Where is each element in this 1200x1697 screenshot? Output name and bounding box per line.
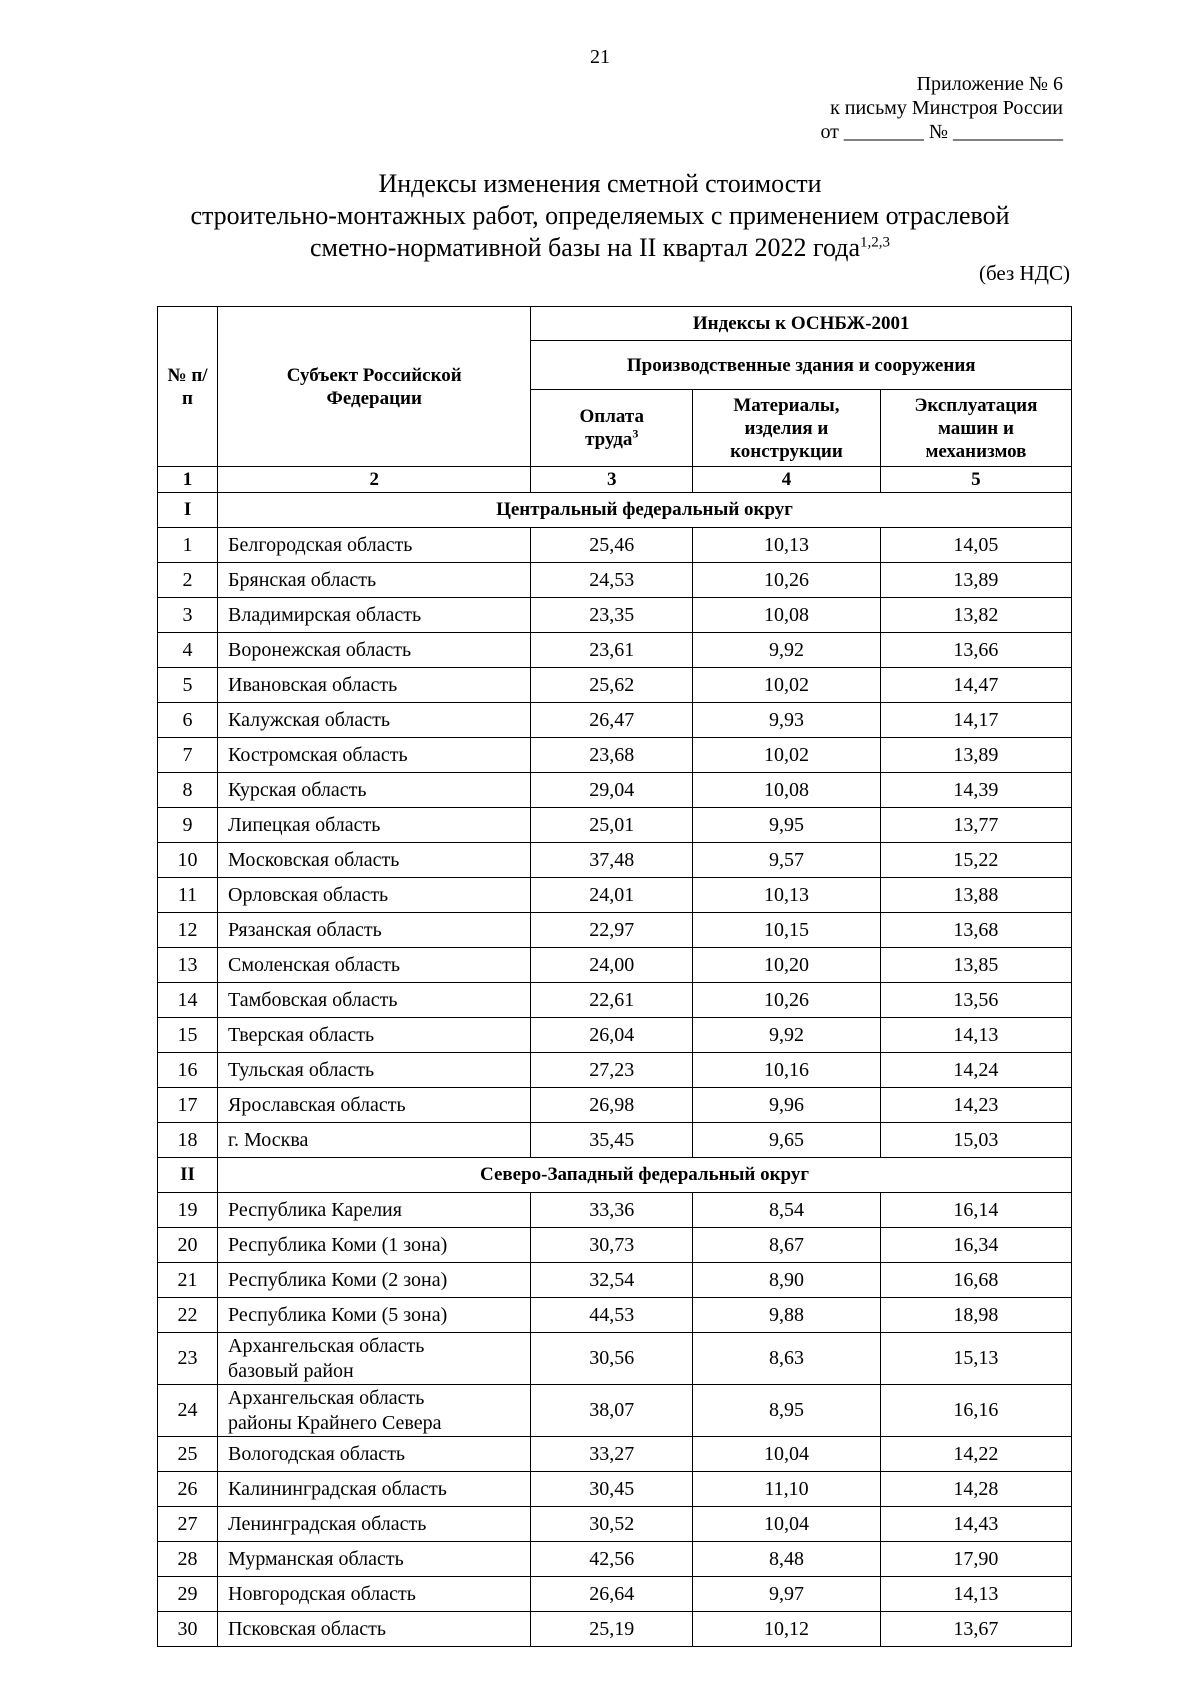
row-number: 25 bbox=[158, 1437, 218, 1472]
materials-index: 9,92 bbox=[693, 633, 881, 668]
subject-name bbox=[218, 1385, 531, 1437]
appendix-line-2: к письму Минстроя России bbox=[830, 97, 1063, 119]
row-number: 6 bbox=[158, 703, 218, 738]
subject-name: Ленинградская область bbox=[218, 1507, 531, 1542]
row-number: 1 bbox=[158, 528, 218, 563]
table-row bbox=[158, 983, 1072, 1018]
labor-index: 25,01 bbox=[531, 808, 693, 843]
table-row bbox=[158, 1123, 1072, 1158]
machines-index: 14,13 bbox=[880, 1018, 1071, 1053]
title-line-2: строительно-монтажных работ, определяемых с применением отраслевой bbox=[190, 201, 1010, 230]
table-row bbox=[158, 738, 1072, 773]
subject-name: Вологодская область bbox=[218, 1437, 531, 1472]
labor-index: 25,19 bbox=[531, 1612, 693, 1647]
materials-index: 10,26 bbox=[693, 563, 881, 598]
materials-index: 8,67 bbox=[693, 1228, 881, 1263]
labor-index: 22,61 bbox=[531, 983, 693, 1018]
materials-index: 10,02 bbox=[693, 738, 881, 773]
section-row bbox=[158, 1158, 1072, 1193]
section-name: Центральный федеральный округ bbox=[218, 493, 1072, 528]
row-number: 15 bbox=[158, 1018, 218, 1053]
section-roman: II bbox=[158, 1158, 218, 1193]
machines-index: 13,68 bbox=[880, 913, 1071, 948]
row-number: 17 bbox=[158, 1088, 218, 1123]
materials-index: 9,97 bbox=[693, 1577, 881, 1612]
materials-index: 8,95 bbox=[693, 1385, 881, 1437]
row-number: 13 bbox=[158, 948, 218, 983]
row-number: 18 bbox=[158, 1123, 218, 1158]
labor-index: 27,23 bbox=[531, 1053, 693, 1088]
machines-index: 13,67 bbox=[880, 1612, 1071, 1647]
subject-name: Орловская область bbox=[218, 878, 531, 913]
materials-index: 9,92 bbox=[693, 1018, 881, 1053]
labor-index: 33,36 bbox=[531, 1193, 693, 1228]
subject-name: г. Москва bbox=[218, 1123, 531, 1158]
machines-index: 13,82 bbox=[880, 598, 1071, 633]
row-number: 29 bbox=[158, 1577, 218, 1612]
labor-index: 30,73 bbox=[531, 1228, 693, 1263]
appendix-line-1: Приложение № 6 bbox=[916, 73, 1063, 95]
table-row bbox=[158, 1333, 1072, 1385]
table-row bbox=[158, 1018, 1072, 1053]
table-row bbox=[158, 598, 1072, 633]
page-number: 21 bbox=[590, 46, 610, 68]
header-subject: Субъект Российской Федерации bbox=[218, 307, 531, 467]
labor-index: 44,53 bbox=[531, 1298, 693, 1333]
labor-index: 32,54 bbox=[531, 1263, 693, 1298]
machines-index: 13,66 bbox=[880, 633, 1071, 668]
labor-index: 38,07 bbox=[531, 1385, 693, 1437]
materials-index: 9,96 bbox=[693, 1088, 881, 1123]
row-number: 12 bbox=[158, 913, 218, 948]
subject-name: Республика Карелия bbox=[218, 1193, 531, 1228]
machines-index: 13,77 bbox=[880, 808, 1071, 843]
table-row bbox=[158, 668, 1072, 703]
table-row bbox=[158, 1507, 1072, 1542]
column-number: 3 bbox=[531, 467, 693, 493]
machines-index: 14,39 bbox=[880, 773, 1071, 808]
labor-index: 26,04 bbox=[531, 1018, 693, 1053]
labor-index: 23,35 bbox=[531, 598, 693, 633]
header-labor-ref: 3 bbox=[632, 426, 639, 441]
row-number: 3 bbox=[158, 598, 218, 633]
row-number: 20 bbox=[158, 1228, 218, 1263]
subject-name-line-1: Архангельская область bbox=[228, 1334, 425, 1357]
row-number: 26 bbox=[158, 1472, 218, 1507]
subject-name: Воронежская область bbox=[218, 633, 531, 668]
appendix-header bbox=[820, 72, 1063, 144]
materials-index: 10,26 bbox=[693, 983, 881, 1018]
labor-index: 24,53 bbox=[531, 563, 693, 598]
header-machines: Эксплуатация машин и механизмов bbox=[880, 390, 1071, 467]
labor-index: 30,45 bbox=[531, 1472, 693, 1507]
materials-index: 9,57 bbox=[693, 843, 881, 878]
row-number: 9 bbox=[158, 808, 218, 843]
materials-index: 10,12 bbox=[693, 1612, 881, 1647]
labor-index: 30,52 bbox=[531, 1507, 693, 1542]
row-number: 10 bbox=[158, 843, 218, 878]
materials-index: 10,02 bbox=[693, 668, 881, 703]
row-number: 7 bbox=[158, 738, 218, 773]
subject-name: Тульская область bbox=[218, 1053, 531, 1088]
table-row bbox=[158, 878, 1072, 913]
materials-index: 10,15 bbox=[693, 913, 881, 948]
header-labor-text: Оплата труда bbox=[579, 406, 644, 450]
materials-index: 8,54 bbox=[693, 1193, 881, 1228]
row-number: 30 bbox=[158, 1612, 218, 1647]
row-number: 23 bbox=[158, 1333, 218, 1385]
machines-index: 16,16 bbox=[880, 1385, 1071, 1437]
title-line-3 bbox=[0, 232, 1200, 264]
machines-index: 15,13 bbox=[880, 1333, 1071, 1385]
subject-name: Рязанская область bbox=[218, 913, 531, 948]
machines-index: 15,03 bbox=[880, 1123, 1071, 1158]
header-group: Индексы к ОСНБЖ-2001 bbox=[531, 307, 1072, 341]
table-row bbox=[158, 1472, 1072, 1507]
subject-name: Мурманская область bbox=[218, 1542, 531, 1577]
table-row bbox=[158, 1263, 1072, 1298]
materials-index: 8,63 bbox=[693, 1333, 881, 1385]
table-row bbox=[158, 1193, 1072, 1228]
row-number: 24 bbox=[158, 1385, 218, 1437]
materials-index: 10,16 bbox=[693, 1053, 881, 1088]
machines-index: 16,68 bbox=[880, 1263, 1071, 1298]
machines-index: 15,22 bbox=[880, 843, 1071, 878]
vat-note: (без НДС) bbox=[978, 261, 1070, 285]
labor-index: 22,97 bbox=[531, 913, 693, 948]
subject-name: Республика Коми (5 зона) bbox=[218, 1298, 531, 1333]
table-row bbox=[158, 1053, 1072, 1088]
appendix-line-3: от ________ № ___________ bbox=[820, 121, 1063, 143]
table-row bbox=[158, 1577, 1072, 1612]
table-row bbox=[158, 528, 1072, 563]
materials-index: 8,90 bbox=[693, 1263, 881, 1298]
subject-name bbox=[218, 1333, 531, 1385]
row-number: 28 bbox=[158, 1542, 218, 1577]
title-line-3-text: сметно-нормативной базы на II квартал 2022 года bbox=[309, 233, 860, 262]
materials-index: 10,20 bbox=[693, 948, 881, 983]
machines-index: 14,13 bbox=[880, 1577, 1071, 1612]
materials-index: 10,04 bbox=[693, 1437, 881, 1472]
subject-name: Владимирская область bbox=[218, 598, 531, 633]
column-numbers-row bbox=[158, 467, 1072, 493]
machines-index: 13,88 bbox=[880, 878, 1071, 913]
header-materials: Материалы, изделия и конструкции bbox=[693, 390, 881, 467]
machines-index: 14,47 bbox=[880, 668, 1071, 703]
row-number: 27 bbox=[158, 1507, 218, 1542]
table-row bbox=[158, 563, 1072, 598]
machines-index: 16,34 bbox=[880, 1228, 1071, 1263]
header-num: № п/п bbox=[158, 307, 218, 467]
machines-index: 14,22 bbox=[880, 1437, 1071, 1472]
machines-index: 14,05 bbox=[880, 528, 1071, 563]
row-number: 2 bbox=[158, 563, 218, 598]
machines-index: 18,98 bbox=[880, 1298, 1071, 1333]
subject-name: Новгородская область bbox=[218, 1577, 531, 1612]
table-row bbox=[158, 1298, 1072, 1333]
subject-name: Республика Коми (2 зона) bbox=[218, 1263, 531, 1298]
table-row bbox=[158, 948, 1072, 983]
machines-index: 13,85 bbox=[880, 948, 1071, 983]
machines-index: 13,89 bbox=[880, 563, 1071, 598]
subject-name: Калужская область bbox=[218, 703, 531, 738]
subject-name-line-1: Архангельская область bbox=[228, 1386, 425, 1409]
subject-name: Тамбовская область bbox=[218, 983, 531, 1018]
labor-index: 23,68 bbox=[531, 738, 693, 773]
subject-name: Тверская область bbox=[218, 1018, 531, 1053]
row-number: 19 bbox=[158, 1193, 218, 1228]
machines-index: 14,23 bbox=[880, 1088, 1071, 1123]
materials-index: 10,08 bbox=[693, 598, 881, 633]
labor-index: 24,00 bbox=[531, 948, 693, 983]
row-number: 16 bbox=[158, 1053, 218, 1088]
section-roman: I bbox=[158, 493, 218, 528]
table-row bbox=[158, 808, 1072, 843]
materials-index: 10,08 bbox=[693, 773, 881, 808]
subject-name: Липецкая область bbox=[218, 808, 531, 843]
section-row bbox=[158, 493, 1072, 528]
materials-index: 10,13 bbox=[693, 528, 881, 563]
row-number: 8 bbox=[158, 773, 218, 808]
labor-index: 26,98 bbox=[531, 1088, 693, 1123]
row-number: 21 bbox=[158, 1263, 218, 1298]
subject-name: Республика Коми (1 зона) bbox=[218, 1228, 531, 1263]
labor-index: 25,46 bbox=[531, 528, 693, 563]
subject-name: Костромская область bbox=[218, 738, 531, 773]
materials-index: 8,48 bbox=[693, 1542, 881, 1577]
table-row bbox=[158, 773, 1072, 808]
labor-index: 26,47 bbox=[531, 703, 693, 738]
labor-index: 35,45 bbox=[531, 1123, 693, 1158]
row-number: 4 bbox=[158, 633, 218, 668]
machines-index: 13,56 bbox=[880, 983, 1071, 1018]
table-row bbox=[158, 703, 1072, 738]
row-number: 22 bbox=[158, 1298, 218, 1333]
labor-index: 24,01 bbox=[531, 878, 693, 913]
subject-name: Курская область bbox=[218, 773, 531, 808]
labor-index: 23,61 bbox=[531, 633, 693, 668]
materials-index: 9,93 bbox=[693, 703, 881, 738]
materials-index: 10,13 bbox=[693, 878, 881, 913]
table-row bbox=[158, 1088, 1072, 1123]
labor-index: 30,56 bbox=[531, 1333, 693, 1385]
column-number: 5 bbox=[880, 467, 1071, 493]
title-footnote-refs: 1,2,3 bbox=[860, 234, 890, 251]
row-number: 5 bbox=[158, 668, 218, 703]
subject-name: Белгородская область bbox=[218, 528, 531, 563]
labor-index: 25,62 bbox=[531, 668, 693, 703]
column-number: 1 bbox=[158, 467, 218, 493]
section-name: Северо-Западный федеральный округ bbox=[218, 1158, 1072, 1193]
table-row bbox=[158, 1612, 1072, 1647]
subject-name: Ярославская область bbox=[218, 1088, 531, 1123]
subject-name: Смоленская область bbox=[218, 948, 531, 983]
machines-index: 14,28 bbox=[880, 1472, 1071, 1507]
subject-name-line-2: районы Крайнего Севера bbox=[228, 1411, 442, 1434]
column-number: 4 bbox=[693, 467, 881, 493]
header-labor bbox=[531, 390, 693, 467]
materials-index: 11,10 bbox=[693, 1472, 881, 1507]
header-subgroup: Производственные здания и сооружения bbox=[531, 341, 1072, 390]
materials-index: 9,88 bbox=[693, 1298, 881, 1333]
table-row bbox=[158, 1437, 1072, 1472]
subject-name: Московская область bbox=[218, 843, 531, 878]
subject-name: Калининградская область bbox=[218, 1472, 531, 1507]
subject-name-line-2: базовый район bbox=[228, 1359, 354, 1382]
row-number: 14 bbox=[158, 983, 218, 1018]
machines-index: 17,90 bbox=[880, 1542, 1071, 1577]
labor-index: 33,27 bbox=[531, 1437, 693, 1472]
labor-index: 37,48 bbox=[531, 843, 693, 878]
labor-index: 26,64 bbox=[531, 1577, 693, 1612]
column-number: 2 bbox=[218, 467, 531, 493]
materials-index: 9,65 bbox=[693, 1123, 881, 1158]
table-row bbox=[158, 843, 1072, 878]
materials-index: 10,04 bbox=[693, 1507, 881, 1542]
row-number: 11 bbox=[158, 878, 218, 913]
labor-index: 42,56 bbox=[531, 1542, 693, 1577]
machines-index: 14,43 bbox=[880, 1507, 1071, 1542]
table-row bbox=[158, 633, 1072, 668]
machines-index: 14,24 bbox=[880, 1053, 1071, 1088]
table-row bbox=[158, 1385, 1072, 1437]
subject-name: Брянская область bbox=[218, 563, 531, 598]
machines-index: 14,17 bbox=[880, 703, 1071, 738]
materials-index: 9,95 bbox=[693, 808, 881, 843]
document-title bbox=[0, 168, 1200, 264]
table-row bbox=[158, 1228, 1072, 1263]
title-line-1: Индексы изменения сметной стоимости bbox=[378, 169, 822, 198]
machines-index: 16,14 bbox=[880, 1193, 1071, 1228]
subject-name: Псковская область bbox=[218, 1612, 531, 1647]
table-row bbox=[158, 913, 1072, 948]
table-row bbox=[158, 1542, 1072, 1577]
index-table bbox=[157, 306, 1072, 1647]
machines-index: 13,89 bbox=[880, 738, 1071, 773]
subject-name: Ивановская область bbox=[218, 668, 531, 703]
labor-index: 29,04 bbox=[531, 773, 693, 808]
